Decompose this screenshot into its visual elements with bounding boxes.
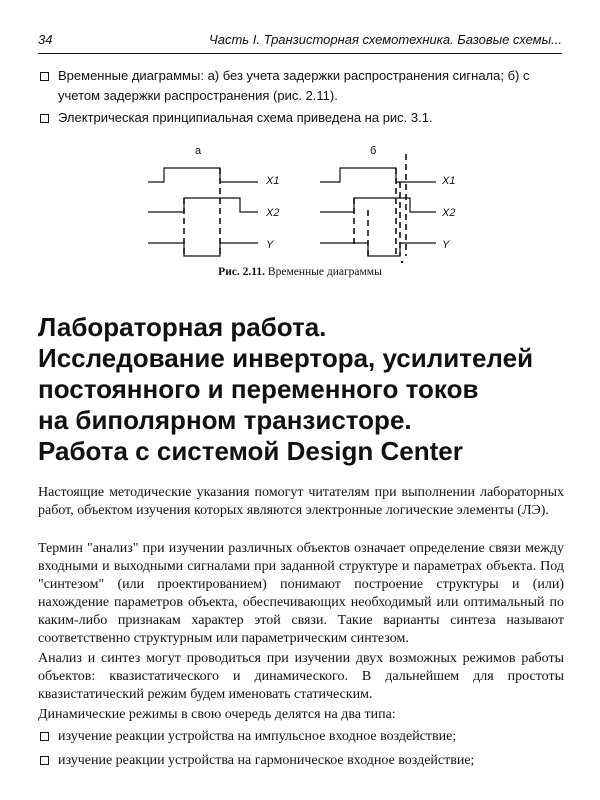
signal-label-x2: X2 [266, 207, 280, 219]
list-item [38, 66, 564, 106]
waveform-y-a [148, 243, 258, 256]
waveform-x2-b [320, 198, 436, 212]
list-item-text: Временные диаграммы: а) без учета задержки распространения сигнала; б) с учетом задержки распространения (рис. 2.11). [58, 68, 530, 103]
figure-caption [0, 266, 600, 278]
running-head: Часть I. Транзисторная схемотехника. Базовые схемы... [208, 32, 562, 47]
signal-label-x1: X1 [266, 175, 280, 187]
caption-number: Рис. 2.11. [218, 266, 266, 278]
paragraph: Термин "анализ" при изучении различных объектов означает определение связи между входными и выходными сигналами при заданной структуре и параметрах объекта. Под "синтезом" (или проектированием) понимают построение структуры и (или) нахождение параметров объекта, обеспечивающих необходимый или оптимальный по каким-либо признакам характер этой связи. Такие варианты синтеза называют соответственно структурным или параметрическим синтезом. [38, 541, 564, 646]
waveform-x2-a [148, 198, 258, 212]
caption-text: Временные диаграммы [267, 266, 382, 278]
chapter-title-line: постоянного и переменного токов [38, 374, 479, 404]
chapter-title-line: на биполярном транзисторе. [38, 405, 412, 435]
waveform-x1-b [320, 168, 436, 182]
diagram-label-b: б [370, 145, 377, 157]
square-bullet-icon [40, 732, 49, 741]
chapter-title [38, 312, 568, 467]
paragraph: Анализ и синтез могут проводиться при изучении двух возможных режимов работы объектов: квазистатического и динамического. В дальнейшем для простоты квазистатический режим будем именовать статическим. [38, 651, 564, 702]
paragraph: Настоящие методические указания помогут читателям при выполнении лабораторных работ, объектом изучения которых являются электронные логические элементы (ЛЭ). [38, 485, 564, 518]
chapter-title-line: Исследование инвертора, усилителей [38, 343, 534, 373]
chapter-title-line: Работа с системой Design Center [38, 436, 463, 466]
signal-label-x1-b: X1 [442, 175, 456, 187]
signal-label-y-b: Y [442, 239, 450, 251]
list-item [38, 752, 564, 770]
paragraph: Динамические режимы в свою очередь делятся на два типа: [38, 707, 396, 722]
list-item [38, 728, 564, 746]
signal-label-y: Y [266, 239, 274, 251]
square-bullet-icon [40, 756, 49, 765]
timing-diagram [140, 140, 470, 265]
waveform-x1-a [148, 168, 258, 182]
timing-diagram-figure [140, 140, 470, 280]
list-item-text: изучение реакции устройства на импульсное входное воздействие; [58, 729, 457, 744]
chapter-title-line: Лабораторная работа. [38, 312, 327, 342]
list-item-text: Электрическая принципиальная схема приведена на рис. 3.1. [58, 110, 433, 125]
dot-mark [401, 261, 403, 263]
page-header [38, 32, 562, 50]
diagram-label-a: а [195, 145, 202, 157]
page-number: 34 [38, 32, 53, 47]
header-rule [38, 53, 562, 54]
signal-label-x2-b: X2 [442, 207, 456, 219]
square-bullet-icon [40, 72, 49, 81]
list-item [38, 108, 564, 128]
waveform-y-b [320, 243, 436, 256]
square-bullet-icon [40, 114, 49, 123]
list-item-text: изучение реакции устройства на гармоническое входное воздействие; [58, 753, 475, 768]
